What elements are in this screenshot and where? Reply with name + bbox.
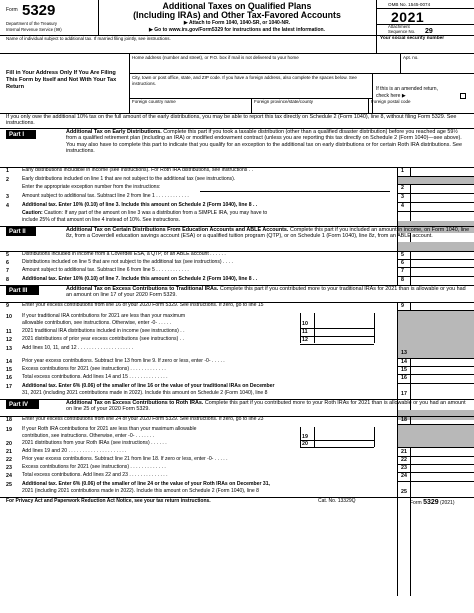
- line9-amount[interactable]: [412, 303, 472, 310]
- line21-amount[interactable]: [412, 449, 472, 456]
- foreign-country-field[interactable]: [132, 104, 248, 113]
- line7-num: 7: [6, 268, 9, 274]
- line22-box-num: 22: [401, 457, 407, 463]
- line22-amount[interactable]: [412, 457, 472, 464]
- line25-text-b: 2021 (including 2021 contributions made in 2022). Include this amount on Schedule 2 (Form 1040), line 8: [22, 488, 260, 494]
- line4-caution: Caution: Caution: If any part of the amount on line 3 was a distribution from a SIMPLE IRA, you may have to: [22, 210, 268, 216]
- attachment-label: Attachment: [388, 24, 410, 29]
- dept-treasury: Department of the Treasury: [6, 21, 57, 26]
- irs-label: Internal Revenue Service (99): [6, 27, 62, 32]
- foreign-country-label: Foreign country name: [132, 99, 176, 104]
- part4-label: Part IV: [6, 400, 39, 409]
- line6-text: Distributions included on line 5 that are not subject to the additional tax (see instructions) . . . .: [22, 259, 233, 265]
- line21-text: Add lines 19 and 20 . . . . . . . . . . . . . . . . . . . . .: [22, 448, 127, 454]
- line18-num: 18: [6, 417, 12, 423]
- line18-text: Enter your excess contributions from line 24 of your 2020 Form 5329. See instructions. If zero, go to line 23: [22, 416, 264, 422]
- line10-num: 10: [6, 314, 12, 320]
- line7-amount[interactable]: [412, 268, 472, 276]
- line21-box-num: 21: [401, 449, 407, 455]
- name-label: Name of individual subject to additional tax. If married filing jointly, see instructions.: [6, 36, 171, 41]
- name-field[interactable]: [6, 42, 376, 52]
- part2-title: Additional Tax on Certain Distributions From Education Accounts and ABLE Accounts.: [66, 227, 289, 233]
- line2-exception-field[interactable]: [200, 184, 390, 192]
- line7-text: Amount subject to additional tax. Subtract line 6 from line 5 . . . . . . . . . . . .: [22, 267, 189, 273]
- line10-box-num: 10: [302, 321, 308, 327]
- footer-form: [410, 499, 454, 507]
- line16-box-num: 16: [401, 375, 407, 381]
- foreign-postal-label: Foreign postal code: [371, 99, 411, 104]
- line1-num: 1: [6, 168, 9, 174]
- line13-num: 13: [6, 346, 12, 352]
- amended-label: If this is an amended return, check here ▶: [376, 86, 438, 99]
- omb-number: OMB No. 1545-0074: [388, 2, 431, 7]
- line5-num: 5: [6, 252, 9, 258]
- line13-amount[interactable]: [412, 350, 472, 357]
- part3-description: [66, 286, 470, 299]
- line15-amount[interactable]: [412, 367, 472, 374]
- line15-box-num: 15: [401, 367, 407, 373]
- line5-box-num: 5: [401, 252, 404, 258]
- part4-text: Complete this part if you contributed more to your Roth IRAs for 2021 than is allowable or you had an amount on line 25 of your 2020 Form 5329.: [66, 400, 466, 413]
- sequence-label: Sequence No.: [388, 29, 416, 34]
- cat-number: Cat. No. 13329Q: [318, 498, 356, 504]
- apt-label: Apt. no.: [403, 55, 419, 60]
- line1-box-num: 1: [401, 168, 404, 174]
- line12-box-num: 12: [302, 337, 308, 343]
- line23-box-num: 23: [401, 465, 407, 471]
- line13-box-num: 13: [401, 350, 407, 356]
- privacy-notice: For Privacy Act and Paperwork Reduction Act Notice, see your tax return instructions.: [6, 498, 211, 504]
- line2-amount[interactable]: [412, 185, 472, 193]
- amended-checkbox[interactable]: [460, 93, 466, 99]
- line6-num: 6: [6, 260, 9, 266]
- line15-text: Excess contributions for 2021 (see instructions) . . . . . . . . . . . . .: [22, 366, 166, 372]
- part4-description: [66, 400, 470, 413]
- line14-box-num: 14: [401, 359, 407, 365]
- line14-num: 14: [6, 359, 12, 365]
- line22-text: Prior year excess contributions. Subtract line 21 from line 18. If zero or less, enter -0- . . . . .: [22, 456, 228, 462]
- foreign-province-field[interactable]: [254, 104, 364, 113]
- line4-text: Additional tax. Enter 10% (0.10) of line 3. Include this amount on Schedule 2 (Form 1040), line 8 . .: [22, 202, 258, 208]
- footer-form-word: Form: [410, 500, 422, 506]
- line24-amount[interactable]: [412, 473, 472, 480]
- line13-text: Add lines 10, 11, and 12 . . . . . . . . . . . . . . . . . . . .: [22, 345, 134, 351]
- line10-text-b: allowable contribution, see instructions. Otherwise, enter -0- . . . . .: [22, 320, 172, 326]
- line12-amount[interactable]: [316, 337, 372, 344]
- line23-num: 23: [6, 465, 12, 471]
- line2-box-num: 2: [401, 185, 404, 191]
- line10-text-a: If your traditional IRA contributions for 2021 are less than your maximum: [22, 313, 186, 319]
- line9-num: 9: [6, 303, 9, 309]
- line20-text: 2021 distributions from your Roth IRAs (see instructions) . . . . . .: [22, 440, 167, 446]
- line17-amount[interactable]: [412, 391, 472, 398]
- line11-box-num: 11: [302, 329, 308, 335]
- line17-text-b: 31, 2021 (including 2021 contributions made in 2022). Include this amount on Schedule 2 (Form 1040), line 8: [22, 390, 268, 396]
- line10-amount[interactable]: [316, 321, 372, 328]
- home-address-field[interactable]: [132, 61, 392, 71]
- line3-box-num: 3: [401, 194, 404, 200]
- line17-text-a: Additional tax. Enter 6% (0.06) of the smaller of line 16 or the value of your traditional IRAs on December: [22, 383, 275, 389]
- intro-text: If you only owe the additional 10% tax on the full amount of the early distributions, you may be able to report this tax directly on Schedule 2 (Form 1040), line 8, without filing Form 5329. See instructions.: [6, 114, 457, 127]
- part2-description: [66, 227, 470, 240]
- line25-text-a: Additional tax. Enter 6% (0.06) of the smaller of line 24 or the value of your Roth IRAs on December 31,: [22, 481, 270, 487]
- line3-text: Amount subject to additional tax. Subtract line 2 from line 1 . . . . . . . . . . . .: [22, 193, 189, 199]
- line8-box-num: 8: [401, 277, 404, 283]
- line25-amount[interactable]: [412, 489, 472, 496]
- line18-amount[interactable]: [412, 417, 472, 424]
- line4-caution-cont: include 25% of that amount on line 4 instead of 10%. See instructions.: [22, 217, 181, 223]
- city-field[interactable]: [132, 86, 368, 95]
- line15-num: 15: [6, 367, 12, 373]
- fill-in-address-note: Fill in Your Address Only If You Are Filing This Form by Itself and Not With Your Tax Return: [6, 70, 117, 90]
- line8-num: 8: [6, 277, 9, 283]
- line25-num: 25: [6, 482, 12, 488]
- line5-text: Distributions included in income from a Coverdell ESA, a QTP, or an ABLE account . . . . . .: [22, 251, 226, 257]
- line17-box-num: 17: [401, 391, 407, 397]
- line4-amount[interactable]: [412, 203, 472, 211]
- footer-form-year: (2021): [440, 500, 455, 506]
- foreign-postal-field[interactable]: [371, 104, 471, 113]
- line23-text: Excess contributions for 2021 (see instructions) . . . . . . . . . . . . .: [22, 464, 166, 470]
- line7-box-num: 7: [401, 268, 404, 274]
- line4-caution-text: Caution: If any part of the amount on line 3 was a distribution from a SIMPLE IRA, you may have to: [44, 210, 268, 216]
- line23-amount[interactable]: [412, 465, 472, 472]
- line3-num: 3: [6, 194, 9, 200]
- home-address-label: Home address (number and street), or P.O. box if mail is not delivered to your home: [132, 55, 299, 60]
- line11-num: 11: [6, 329, 12, 335]
- line3-amount[interactable]: [412, 194, 472, 202]
- part1-label: Part I: [6, 130, 36, 139]
- city-label: City, town or post office, state, and ZIP code. If you have a foreign address, also complete the spaces below. See instructions.: [132, 75, 357, 86]
- line12-num: 12: [6, 337, 12, 343]
- part2-label: Part II: [6, 227, 36, 236]
- part3-title: Additional Tax on Excess Contributions to Traditional IRAs.: [66, 286, 219, 292]
- goto-instruction: ▶ Go to www.irs.gov/Form5329 for instructions and the latest information.: [149, 27, 325, 33]
- line8-text: Additional tax. Enter 10% (0.10) of line 7. Include this amount on Schedule 2 (Form 1040), line 8 . .: [22, 276, 258, 282]
- part2-text: Complete this part if you included an amount in income, on Form 1040, line 8z, from a Coverdell education savings account (ESA) or a qualified tuition program (QTP), or on Schedule 1 (Form 1040), line 8z, from an ABLE account.: [66, 227, 470, 240]
- ssn-field[interactable]: [380, 42, 470, 52]
- line2-num: 2: [6, 177, 9, 183]
- line12-text: 2021 distributions of prior year excess contributions (see instructions) . .: [22, 336, 184, 342]
- footer-form-number: 5329: [423, 499, 439, 506]
- part1-text: Complete this part if you took a taxable distribution (other than a qualified disaster distribution) before you reached age 59½ from a qualified retirement plan (including an IRA) or modified endowment contract (unless you are reporting this tax directly on Schedule 2 (Form 1040)—see above). You may also have to complete this part to indicate that you qualify for an exception to the additional tax on early distributions or for certain Roth IRA distributions. See instructions.: [66, 129, 462, 155]
- line22-num: 22: [6, 457, 12, 463]
- line19-num: 19: [6, 427, 12, 433]
- form-title-line2: (Including IRAs) and Other Tax-Favored Accounts: [133, 10, 341, 20]
- line18-box-num: 18: [401, 417, 407, 423]
- part3-label: Part III: [6, 286, 39, 295]
- line17-num: 17: [6, 384, 12, 390]
- line6-box-num: 6: [401, 260, 404, 266]
- part3-text: Complete this part if you contributed more to your traditional IRAs for 2021 than is allowable or you had an amount on line 17 of your 2020 Form 5329.: [66, 286, 466, 299]
- part1-description: [66, 129, 470, 155]
- line25-box-num: 25: [401, 489, 407, 495]
- line20-box-num: 20: [302, 441, 308, 447]
- line4-num: 4: [6, 203, 9, 209]
- line24-num: 24: [6, 473, 12, 479]
- line19-box-num: 19: [302, 434, 308, 440]
- line16-text: Total excess contributions. Add lines 14 and 15 . . . . . . . . . . . . . .: [22, 374, 168, 380]
- line20-num: 20: [6, 441, 12, 447]
- part4-title: Additional Tax on Excess Contributions to Roth IRAs.: [66, 400, 204, 406]
- tax-year: 2021: [391, 9, 425, 25]
- line1-text: Early distributions includible in income (see instructions). For Roth IRA distributions, see instructions . .: [22, 167, 254, 173]
- attach-instruction: ▶ Attach to Form 1040, 1040-SR, or 1040-NR.: [183, 20, 291, 26]
- form-title-line1: Additional Taxes on Qualified Plans: [162, 1, 312, 11]
- line19-text-b: contribution, see instructions. Otherwise, enter -0- . . . . . . .: [22, 433, 155, 439]
- ssn-label: Your social security number: [380, 36, 445, 41]
- line14-amount[interactable]: [412, 359, 472, 366]
- line24-text: Total excess contributions. Add lines 22 and 23 . . . . . . . . . . . . . .: [22, 472, 168, 478]
- foreign-province-label: Foreign province/state/county: [254, 99, 314, 104]
- line16-amount[interactable]: [412, 375, 472, 382]
- line1-amount[interactable]: [412, 168, 472, 176]
- sequence-number: 29: [425, 28, 433, 35]
- line9-text: Enter your excess contributions from line 16 of your 2020 Form 5329. See instructions. If zero, go to line 15: [22, 302, 264, 308]
- line11-text: 2021 traditional IRA distributions included in income (see instructions) . .: [22, 328, 185, 334]
- line11-amount[interactable]: [316, 329, 372, 336]
- line24-box-num: 24: [401, 473, 407, 479]
- line19-text-a: If your Roth IRA contributions for 2021 are less than your maximum allowable: [22, 426, 197, 432]
- apt-field[interactable]: [403, 61, 469, 71]
- form-number: 5329: [22, 2, 56, 19]
- line21-num: 21: [6, 449, 12, 455]
- line4-box-num: 4: [401, 203, 404, 209]
- part1-title: Additional Tax on Early Distributions.: [66, 129, 162, 135]
- line2-text: Early distributions included on line 1 that are not subject to the additional tax (see instructions).: [22, 176, 236, 182]
- form-label: Form: [6, 7, 18, 13]
- line9-box-num: 9: [401, 303, 404, 309]
- line14-text: Prior year excess contributions. Subtract line 13 from line 9. If zero or less, enter -0- . . . . .: [22, 358, 225, 364]
- line16-num: 16: [6, 375, 12, 381]
- line2-exception-text: Enter the appropriate exception number from the instructions:: [22, 184, 161, 190]
- line8-amount[interactable]: [412, 277, 472, 285]
